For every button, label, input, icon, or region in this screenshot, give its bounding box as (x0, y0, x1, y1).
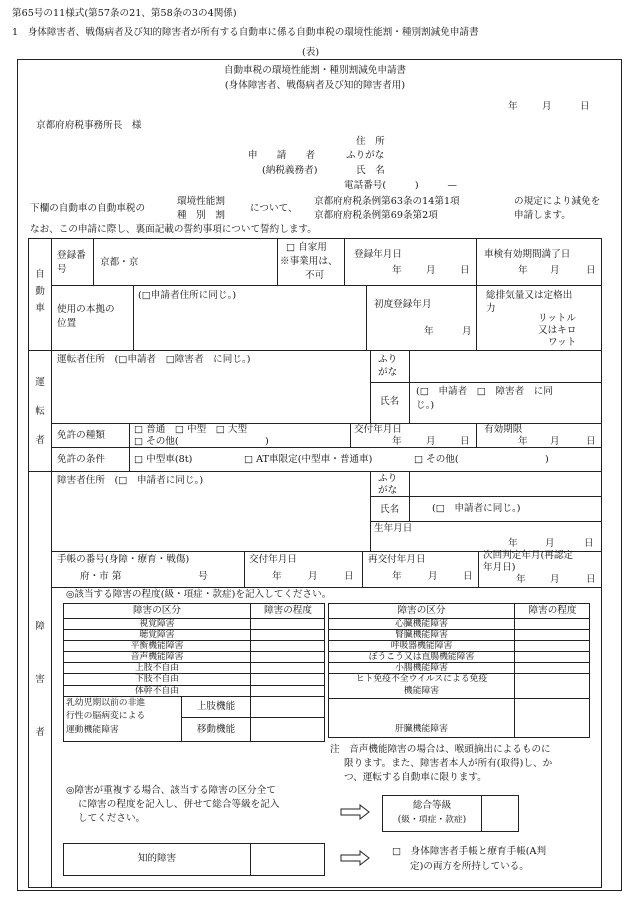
cond-at-checkbox[interactable]: □ AT車限定(中型車・普通車) (244, 454, 373, 465)
section-vehicle: 自 動 車 (35, 269, 45, 315)
infant-label: 乳幼児期以前の非進 (66, 698, 146, 708)
date-month: 月 (542, 101, 552, 112)
next-year: 年 (516, 574, 526, 585)
disability-row-left: 音声機能障害 (130, 652, 184, 662)
lic-issue-month: 月 (426, 436, 436, 447)
side-label: (表) (302, 47, 320, 58)
reissue-year: 年 (392, 571, 402, 582)
note-line-2: 限ります。また、障害者本人が所有(取得)し、か (344, 758, 553, 769)
date-day: 日 (580, 101, 590, 112)
note-line-3: つ、運転する自動車に限ります。 (344, 772, 487, 783)
disabled-furigana-label: ふり (378, 473, 398, 484)
business-note-2: 不可 (305, 270, 325, 281)
lic-valid-day: 日 (586, 436, 596, 447)
section-disabled: 障 害 者 (35, 621, 45, 739)
disability-row-left: 上肢不自由 (135, 663, 179, 673)
storage-label-2: 位置 (57, 318, 77, 329)
first-reg-month: 月 (462, 326, 472, 337)
lic-valid-month: 月 (550, 436, 560, 447)
cond-other-checkbox[interactable]: □ その他( ) (414, 454, 549, 465)
hb-issue-day: 日 (344, 571, 354, 582)
driver-furigana-label-2: がな (378, 367, 398, 378)
next-month: 月 (550, 574, 560, 585)
address-label: 住 所 (356, 136, 385, 147)
license-conditions-label: 免許の条件 (57, 454, 105, 465)
disability-row-right: 呼吸器機能障害 (390, 641, 453, 651)
arrow-right-icon (340, 850, 370, 866)
reg-no-label-2: 号 (57, 264, 67, 275)
reg-date-label: 登録年月日 (354, 249, 402, 260)
name-label: 氏 名 (356, 165, 385, 176)
license-type-label: 免許の種類 (57, 430, 105, 441)
hiv-label-2: 機能障害 (403, 686, 440, 696)
disability-row-right: 心臓機能障害 (395, 619, 448, 629)
displacement-label-2: 力 (486, 303, 496, 314)
insp-day: 日 (586, 265, 596, 276)
disability-row-left: 視覚障害 (139, 619, 175, 629)
reg-no-label: 登録番 (57, 250, 86, 261)
handbook-label: 手帳の番号(身障・療育・戦傷) (57, 554, 190, 565)
disability-row-left: 聴覚障害 (139, 630, 175, 640)
reg-date-day: 日 (460, 265, 470, 276)
hb-issue-month: 月 (308, 571, 318, 582)
hiv-label: ヒト免疫不全ウイルスによる免疫 (355, 674, 488, 684)
lic-valid-year: 年 (518, 436, 528, 447)
handbook-issue-label: 交付年月日 (249, 554, 297, 565)
reissue-label: 再交付年月日 (368, 554, 426, 565)
reissue-day: 日 (463, 571, 473, 582)
disabled-name-label: 氏名 (380, 504, 400, 515)
unit-watt: ワット (548, 337, 577, 348)
disability-row-left: 下肢不自由 (135, 674, 179, 684)
license-issue-label: 交付年月日 (354, 424, 402, 435)
arrow-right-icon (340, 804, 370, 820)
unit-liter: リットル (538, 313, 576, 324)
license-type-options[interactable]: □ 普通 □ 中型 □ 大型 (134, 424, 248, 435)
section-driver: 運 転 者 (35, 377, 45, 447)
disabled-furigana-label-2: がな (378, 485, 398, 496)
intro-pledge: なお、この申請に際し、裏面記載の誓約事項について誓約します。 (30, 224, 317, 235)
next-day: 日 (586, 574, 596, 585)
liver-label: 肝臓機能障害 (395, 724, 448, 734)
displacement-label: 総排気量又は定格出 (486, 290, 573, 301)
intellectual-label: 知的障害 (137, 853, 177, 864)
intro-law-2: 京都府府税条例第69条第2項 (314, 210, 438, 221)
intro-suffix-2: 申請します。 (514, 210, 571, 221)
col-type-left: 障害の区分 (133, 605, 181, 616)
birth-day: 日 (584, 538, 594, 549)
intro-law-1: 京都府府税条例第63条の14第1項 (314, 196, 460, 207)
driver-furigana-label: ふり (378, 354, 398, 365)
handbook-number[interactable]: 府・市 第 号 (80, 571, 208, 582)
disabled-name-option[interactable]: (□ 申請者に同じ。) (432, 503, 521, 514)
disability-row-right: ぼうこう又は直腸機能障害 (368, 652, 475, 662)
both-handbooks-checkbox[interactable]: □ 身体障害者手帳と療育手帳(A判 (392, 846, 547, 857)
multi-instruction-2: に障害の程度を記入し、併せて総合等級を記入 (78, 799, 280, 810)
cond-medium-checkbox[interactable]: □ 中型車(8t) (134, 454, 193, 465)
degree-instruction: ◎該当する障害の程度(級・項症・款症)を記入してください。 (66, 589, 332, 600)
form-subtitle: (身体障害者、戦傷病者及び知的障害者用) (224, 80, 406, 91)
driver-name-options-2: じ。) (416, 400, 435, 411)
phone-label: 電話番号( ) — (344, 180, 458, 191)
private-use-checkbox[interactable]: □ 自家用 (286, 242, 327, 253)
intro-about: について、 (250, 203, 298, 214)
intro-suffix-1: の規定により減免を (514, 196, 601, 207)
first-reg-label: 初度登録年月 (374, 299, 432, 310)
business-note: ※事業用は、 (280, 256, 338, 267)
both-handbooks-label-2: 定)の両方を所持している。 (410, 861, 529, 872)
disability-row-right: 腎臓機能障害 (395, 630, 448, 640)
furigana-label: ふりがな (346, 150, 385, 161)
infant-label-2: 行性の脳病変による (66, 711, 146, 721)
reg-date-year: 年 (392, 265, 402, 276)
birth-date-label: 生年月日 (374, 523, 413, 534)
storage-label: 使用の本拠の (57, 304, 115, 315)
driver-address-label[interactable]: 運転者住所 (□申請者 □障害者 に同じ。) (57, 354, 251, 365)
storage-same-checkbox[interactable]: (□申請者住所に同じ。) (138, 290, 237, 301)
applicant-label: 申 請 者 (248, 150, 316, 161)
multi-instruction: ◎障害が重複する場合、該当する障害の区分全て (66, 785, 276, 796)
reissue-month: 月 (428, 571, 438, 582)
note-line-1: 注 音声機能障害の場合は、喉頭摘出によるものに (330, 744, 551, 755)
date-year: 年 (508, 101, 518, 112)
total-grade-label-2: (級・項症・款症) (397, 815, 467, 825)
form-title: 自動車税の環境性能割・種別割減免申請書 (223, 65, 407, 76)
disability-row-left: 平衡機能障害 (130, 641, 184, 651)
reg-date-month: 月 (426, 265, 436, 276)
next-judge-label: 次回判定年月(再認定 (483, 550, 574, 561)
birth-month: 月 (545, 538, 555, 549)
lic-issue-day: 日 (460, 436, 470, 447)
birth-year: 年 (508, 538, 518, 549)
reg-no-value[interactable]: 京都・京 (100, 257, 139, 268)
next-judge-label-2: 年月日) (483, 562, 516, 573)
first-reg-year: 年 (424, 326, 434, 337)
intro-tax-2: 種 別 割 (177, 210, 225, 221)
form-heading: 1 身体障害者、戦傷病者及び知的障害者が所有する自動車に係る自動車税の環境性能割・種別割減免申請書 (12, 27, 479, 38)
intro-tax-1: 環境性能割 (177, 196, 225, 207)
addressee: 京都府府税事務所長 様 (36, 120, 142, 131)
move-func-label: 移動機能 (196, 724, 236, 735)
total-grade-label: 総合等級 (412, 800, 452, 811)
inspection-label: 車検有効期間満了日 (484, 249, 571, 260)
col-degree-left: 障害の程度 (264, 605, 312, 616)
driver-name-options[interactable]: (□ 申請者 □ 障害者 に同 (416, 386, 553, 397)
license-type-other[interactable]: □ その他( ) (134, 436, 269, 447)
col-type-right: 障害の区分 (397, 605, 446, 616)
infant-label-3: 運動機能障害 (66, 725, 119, 735)
insp-month: 月 (550, 265, 560, 276)
multi-instruction-3: してください。 (78, 813, 146, 824)
driver-name-label: 氏名 (380, 396, 400, 407)
license-valid-label: 有効期限 (484, 424, 523, 435)
lic-issue-year: 年 (392, 436, 402, 447)
hb-issue-year: 年 (272, 571, 282, 582)
taxpayer-label: (納税義務者) (262, 165, 318, 176)
unit-kilo: 又はキロ (538, 325, 577, 336)
intro-prefix: 下欄の自動車の自動車税の (30, 203, 146, 214)
disabled-address-label[interactable]: 障害者住所 (□ 申請者に同じ。) (57, 475, 204, 486)
insp-year: 年 (518, 265, 528, 276)
upper-func-label: 上肢機能 (196, 701, 236, 712)
form-number: 第65号の11様式(第57条の21、第58条の3の4関係) (12, 8, 237, 19)
col-degree-right: 障害の程度 (528, 605, 577, 616)
disability-row-left: 体幹不自由 (135, 686, 179, 696)
disability-row-right: 小腸機能障害 (395, 663, 448, 673)
